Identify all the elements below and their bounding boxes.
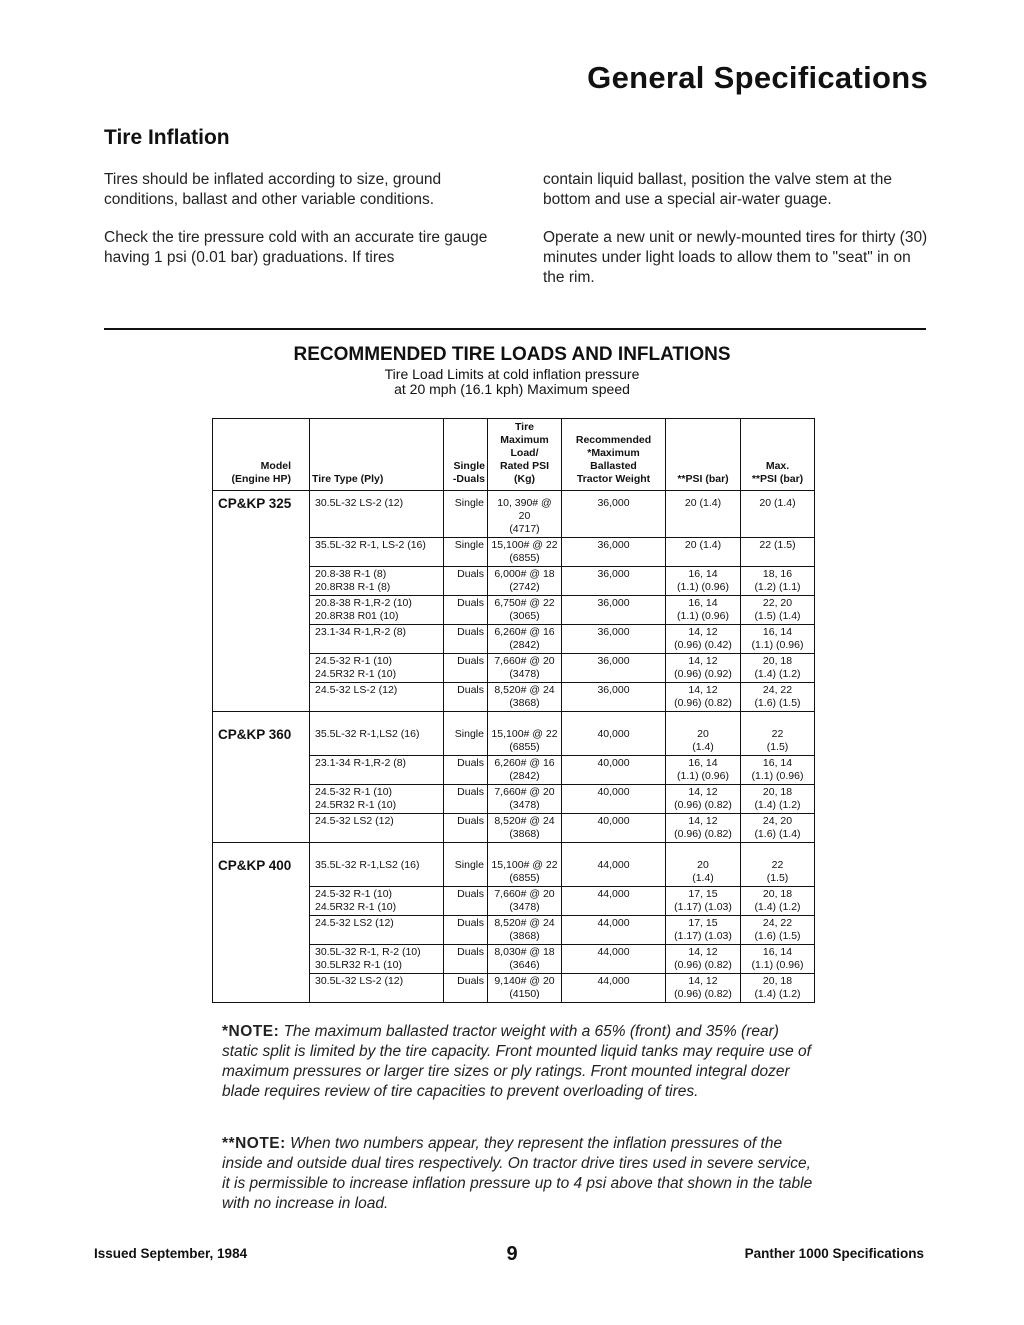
tire-type-cell: 35.5L-32 R-1,LS2 (16) — [310, 722, 444, 756]
max-psi-cell: 18, 16 (1.2) (1.1) — [741, 567, 815, 596]
table-row — [213, 756, 815, 785]
max-psi-cell: 20 (1.4) — [741, 491, 815, 538]
psi-cell: 16, 14 (1.1) (0.96) — [666, 756, 741, 785]
single-duals-cell: Duals — [444, 756, 488, 785]
max-psi-cell: 22 (1.5) — [741, 538, 815, 567]
psi-cell: 14, 12 (0.96) (0.82) — [666, 785, 741, 814]
max-load-cell: 6,750# @ 22 (3065) — [488, 596, 562, 625]
table-row — [213, 945, 815, 974]
spacer-cell — [310, 843, 444, 854]
model-cell — [213, 887, 310, 916]
table-row — [213, 567, 815, 596]
tire-type-cell: 24.5-32 R-1 (10) 24.5R32 R-1 (10) — [310, 887, 444, 916]
ballasted-weight-cell: 44,000 — [562, 916, 666, 945]
max-load-cell: 7,660# @ 20 (3478) — [488, 654, 562, 683]
tire-type-cell: 23.1-34 R-1,R-2 (8) — [310, 756, 444, 785]
tire-type-cell: 35.5L-32 R-1,LS2 (16) — [310, 853, 444, 887]
psi-cell: 16, 14 (1.1) (0.96) — [666, 567, 741, 596]
table-subtitle-line: Tire Load Limits at cold inflation pressure — [384, 366, 640, 382]
max-load-cell: 15,100# @ 22 (6855) — [488, 722, 562, 756]
section-title: Tire Inflation — [104, 126, 230, 149]
header-max-psi: Max. **PSI (bar) — [741, 419, 815, 491]
tire-type-cell: 20.8-38 R-1 (8) 20.8R38 R-1 (8) — [310, 567, 444, 596]
table-row — [213, 625, 815, 654]
single-duals-cell: Single — [444, 853, 488, 887]
psi-cell: 14, 12 (0.96) (0.82) — [666, 814, 741, 843]
max-load-cell: 8,520# @ 24 (3868) — [488, 916, 562, 945]
tire-type-cell: 20.8-38 R-1,R-2 (10) 20.8R38 R01 (10) — [310, 596, 444, 625]
single-duals-cell: Single — [444, 722, 488, 756]
tire-type-cell: 24.5-32 LS2 (12) — [310, 916, 444, 945]
single-duals-cell: Duals — [444, 625, 488, 654]
header-max-load: Tire Maximum Load/ Rated PSI (Kg) — [488, 419, 562, 491]
table-subtitle-line: at 20 mph (16.1 kph) Maximum speed — [394, 381, 630, 397]
spacer-cell — [741, 843, 815, 854]
max-load-cell: 8,520# @ 24 (3868) — [488, 683, 562, 712]
tire-type-cell: 24.5-32 R-1 (10) 24.5R32 R-1 (10) — [310, 654, 444, 683]
spacer-cell — [213, 712, 310, 723]
horizontal-rule — [104, 328, 926, 330]
max-psi-cell: 22, 20 (1.5) (1.4) — [741, 596, 815, 625]
ballasted-weight-cell: 36,000 — [562, 491, 666, 538]
ballasted-weight-cell: 36,000 — [562, 538, 666, 567]
max-psi-cell: 16, 14 (1.1) (0.96) — [741, 756, 815, 785]
psi-cell: 16, 14 (1.1) (0.96) — [666, 596, 741, 625]
table-row — [213, 722, 815, 756]
table-row — [213, 916, 815, 945]
table-header-row — [213, 419, 815, 491]
group-spacer — [213, 843, 815, 854]
ballasted-weight-cell: 36,000 — [562, 683, 666, 712]
footer-issued-date: Issued September, 1984 — [94, 1246, 248, 1261]
spacer-cell — [666, 843, 741, 854]
model-cell — [213, 538, 310, 567]
ballasted-weight-cell: 36,000 — [562, 567, 666, 596]
spacer-cell — [562, 843, 666, 854]
max-psi-cell: 20, 18 (1.4) (1.2) — [741, 974, 815, 1003]
max-load-cell: 15,100# @ 22 (6855) — [488, 853, 562, 887]
table-row — [213, 887, 815, 916]
table-row — [213, 538, 815, 567]
model-cell — [213, 945, 310, 974]
ballasted-weight-cell: 40,000 — [562, 785, 666, 814]
body-column-right — [543, 170, 928, 306]
ballasted-weight-cell: 40,000 — [562, 756, 666, 785]
model-cell — [213, 814, 310, 843]
ballasted-weight-cell: 44,000 — [562, 945, 666, 974]
psi-cell: 17, 15 (1.17) (1.03) — [666, 887, 741, 916]
single-duals-cell: Duals — [444, 945, 488, 974]
tire-type-cell: 30.5L-32 R-1, R-2 (10) 30.5LR32 R-1 (10) — [310, 945, 444, 974]
max-psi-cell: 24, 20 (1.6) (1.4) — [741, 814, 815, 843]
model-cell — [213, 785, 310, 814]
note-ballast — [222, 1022, 814, 1102]
spacer-cell — [741, 712, 815, 723]
psi-cell: 20 (1.4) — [666, 538, 741, 567]
model-cell — [213, 683, 310, 712]
table-row — [213, 491, 815, 538]
single-duals-cell: Duals — [444, 596, 488, 625]
paragraph: contain liquid ballast, position the valve stem at the bottom and use a special air-water guage. — [543, 171, 892, 208]
ballasted-weight-cell: 36,000 — [562, 625, 666, 654]
header-single-duals: Single -Duals — [444, 419, 488, 491]
max-psi-cell: 16, 14 (1.1) (0.96) — [741, 945, 815, 974]
single-duals-cell: Single — [444, 538, 488, 567]
model-cell — [213, 974, 310, 1003]
psi-cell: 20 (1.4) — [666, 853, 741, 887]
model-cell — [213, 916, 310, 945]
ballasted-weight-cell: 44,000 — [562, 853, 666, 887]
single-duals-cell: Single — [444, 491, 488, 538]
page-title: General Specifications — [587, 60, 928, 95]
tire-type-cell: 23.1-34 R-1,R-2 (8) — [310, 625, 444, 654]
table-row — [213, 683, 815, 712]
model-cell — [213, 756, 310, 785]
table-row — [213, 853, 815, 887]
max-psi-cell: 22 (1.5) — [741, 853, 815, 887]
header-psi: **PSI (bar) — [666, 419, 741, 491]
single-duals-cell: Duals — [444, 683, 488, 712]
table-subtitle — [0, 367, 1024, 397]
group-spacer — [213, 712, 815, 723]
paragraph: Check the tire pressure cold with an accurate tire gauge having 1 psi (0.01 bar) graduations. If tires — [104, 229, 488, 266]
psi-cell: 14, 12 (0.96) (0.82) — [666, 683, 741, 712]
psi-cell: 20 (1.4) — [666, 722, 741, 756]
ballasted-weight-cell: 44,000 — [562, 974, 666, 1003]
max-load-cell: 10, 390# @ 20 (4717) — [488, 491, 562, 538]
model-cell — [213, 654, 310, 683]
header-ballasted-weight: Recommended *Maximum Ballasted Tractor Weight — [562, 419, 666, 491]
tire-type-cell: 24.5-32 LS-2 (12) — [310, 683, 444, 712]
note-lead: **NOTE: — [222, 1135, 286, 1152]
ballasted-weight-cell: 36,000 — [562, 654, 666, 683]
single-duals-cell: Duals — [444, 814, 488, 843]
table-title: RECOMMENDED TIRE LOADS AND INFLATIONS — [293, 344, 731, 365]
note-dual-pressures — [222, 1134, 814, 1214]
psi-cell: 20 (1.4) — [666, 491, 741, 538]
table-row — [213, 974, 815, 1003]
psi-cell: 14, 12 (0.96) (0.82) — [666, 945, 741, 974]
max-psi-cell: 22 (1.5) — [741, 722, 815, 756]
model-cell: CP&KP 360 — [213, 722, 310, 756]
spacer-cell — [562, 712, 666, 723]
footer-document-title: Panther 1000 Specifications — [744, 1246, 924, 1261]
max-load-cell: 15,100# @ 22 (6855) — [488, 538, 562, 567]
spacer-cell — [213, 843, 310, 854]
single-duals-cell: Duals — [444, 567, 488, 596]
max-load-cell: 9,140# @ 20 (4150) — [488, 974, 562, 1003]
single-duals-cell: Duals — [444, 785, 488, 814]
max-load-cell: 6,260# @ 16 (2842) — [488, 756, 562, 785]
note-text: The maximum ballasted tractor weight with a 65% (front) and 35% (rear) static split is limited by the tire capacity. Front mounted liquid tanks may require use of maximum pressures or larger tire sizes or ply ratings. Front mounted integral dozer blade requires review of tire capacities to prevent overloading of tires. — [222, 1023, 811, 1100]
model-cell — [213, 625, 310, 654]
table-row — [213, 814, 815, 843]
max-load-cell: 8,030# @ 18 (3646) — [488, 945, 562, 974]
tire-spec-table — [212, 418, 815, 1003]
spacer-cell — [666, 712, 741, 723]
single-duals-cell: Duals — [444, 916, 488, 945]
single-duals-cell: Duals — [444, 654, 488, 683]
psi-cell: 14, 12 (0.96) (0.42) — [666, 625, 741, 654]
max-load-cell: 8,520# @ 24 (3868) — [488, 814, 562, 843]
tire-type-cell: 30.5L-32 LS-2 (12) — [310, 974, 444, 1003]
model-cell: CP&KP 325 — [213, 491, 310, 538]
max-psi-cell: 16, 14 (1.1) (0.96) — [741, 625, 815, 654]
max-psi-cell: 20, 18 (1.4) (1.2) — [741, 785, 815, 814]
model-cell — [213, 567, 310, 596]
tire-type-cell: 35.5L-32 R-1, LS-2 (16) — [310, 538, 444, 567]
single-duals-cell: Duals — [444, 887, 488, 916]
single-duals-cell: Duals — [444, 974, 488, 1003]
max-psi-cell: 24, 22 (1.6) (1.5) — [741, 683, 815, 712]
spacer-cell — [310, 712, 444, 723]
tire-type-cell: 30.5L-32 LS-2 (12) — [310, 491, 444, 538]
tire-type-cell: 24.5-32 R-1 (10) 24.5R32 R-1 (10) — [310, 785, 444, 814]
body-column-left — [104, 170, 489, 286]
ballasted-weight-cell: 40,000 — [562, 814, 666, 843]
model-cell — [213, 596, 310, 625]
max-psi-cell: 20, 18 (1.4) (1.2) — [741, 654, 815, 683]
psi-cell: 14, 12 (0.96) (0.92) — [666, 654, 741, 683]
ballasted-weight-cell: 44,000 — [562, 887, 666, 916]
max-load-cell: 6,000# @ 18 (2742) — [488, 567, 562, 596]
footer-page-number: 9 — [506, 1243, 518, 1265]
spacer-cell — [488, 843, 562, 854]
spacer-cell — [488, 712, 562, 723]
header-tire-type: Tire Type (Ply) — [310, 419, 444, 491]
table-row — [213, 785, 815, 814]
paragraph: Tires should be inflated according to size, ground conditions, ballast and other variable conditions. — [104, 171, 442, 208]
tire-type-cell: 24.5-32 LS2 (12) — [310, 814, 444, 843]
ballasted-weight-cell: 40,000 — [562, 722, 666, 756]
max-load-cell: 7,660# @ 20 (3478) — [488, 785, 562, 814]
spacer-cell — [444, 843, 488, 854]
max-psi-cell: 24, 22 (1.6) (1.5) — [741, 916, 815, 945]
paragraph: Operate a new unit or newly-mounted tires for thirty (30) minutes under light loads to allow them to "seat" in on the rim. — [543, 229, 928, 286]
max-psi-cell: 20, 18 (1.4) (1.2) — [741, 887, 815, 916]
note-lead: *NOTE: — [222, 1023, 280, 1040]
table-row — [213, 596, 815, 625]
ballasted-weight-cell: 36,000 — [562, 596, 666, 625]
header-model: Model (Engine HP) — [213, 419, 310, 491]
max-load-cell: 6,260# @ 16 (2842) — [488, 625, 562, 654]
table-row — [213, 654, 815, 683]
psi-cell: 17, 15 (1.17) (1.03) — [666, 916, 741, 945]
max-load-cell: 7,660# @ 20 (3478) — [488, 887, 562, 916]
spacer-cell — [444, 712, 488, 723]
psi-cell: 14, 12 (0.96) (0.82) — [666, 974, 741, 1003]
model-cell: CP&KP 400 — [213, 853, 310, 887]
note-text: When two numbers appear, they represent the inflation pressures of the inside and outside dual tires respectively. On tractor drive tires used in severe service, it is permissible to increase inflation pressure up to 4 psi above that shown in the table with no increase in load. — [222, 1135, 813, 1212]
